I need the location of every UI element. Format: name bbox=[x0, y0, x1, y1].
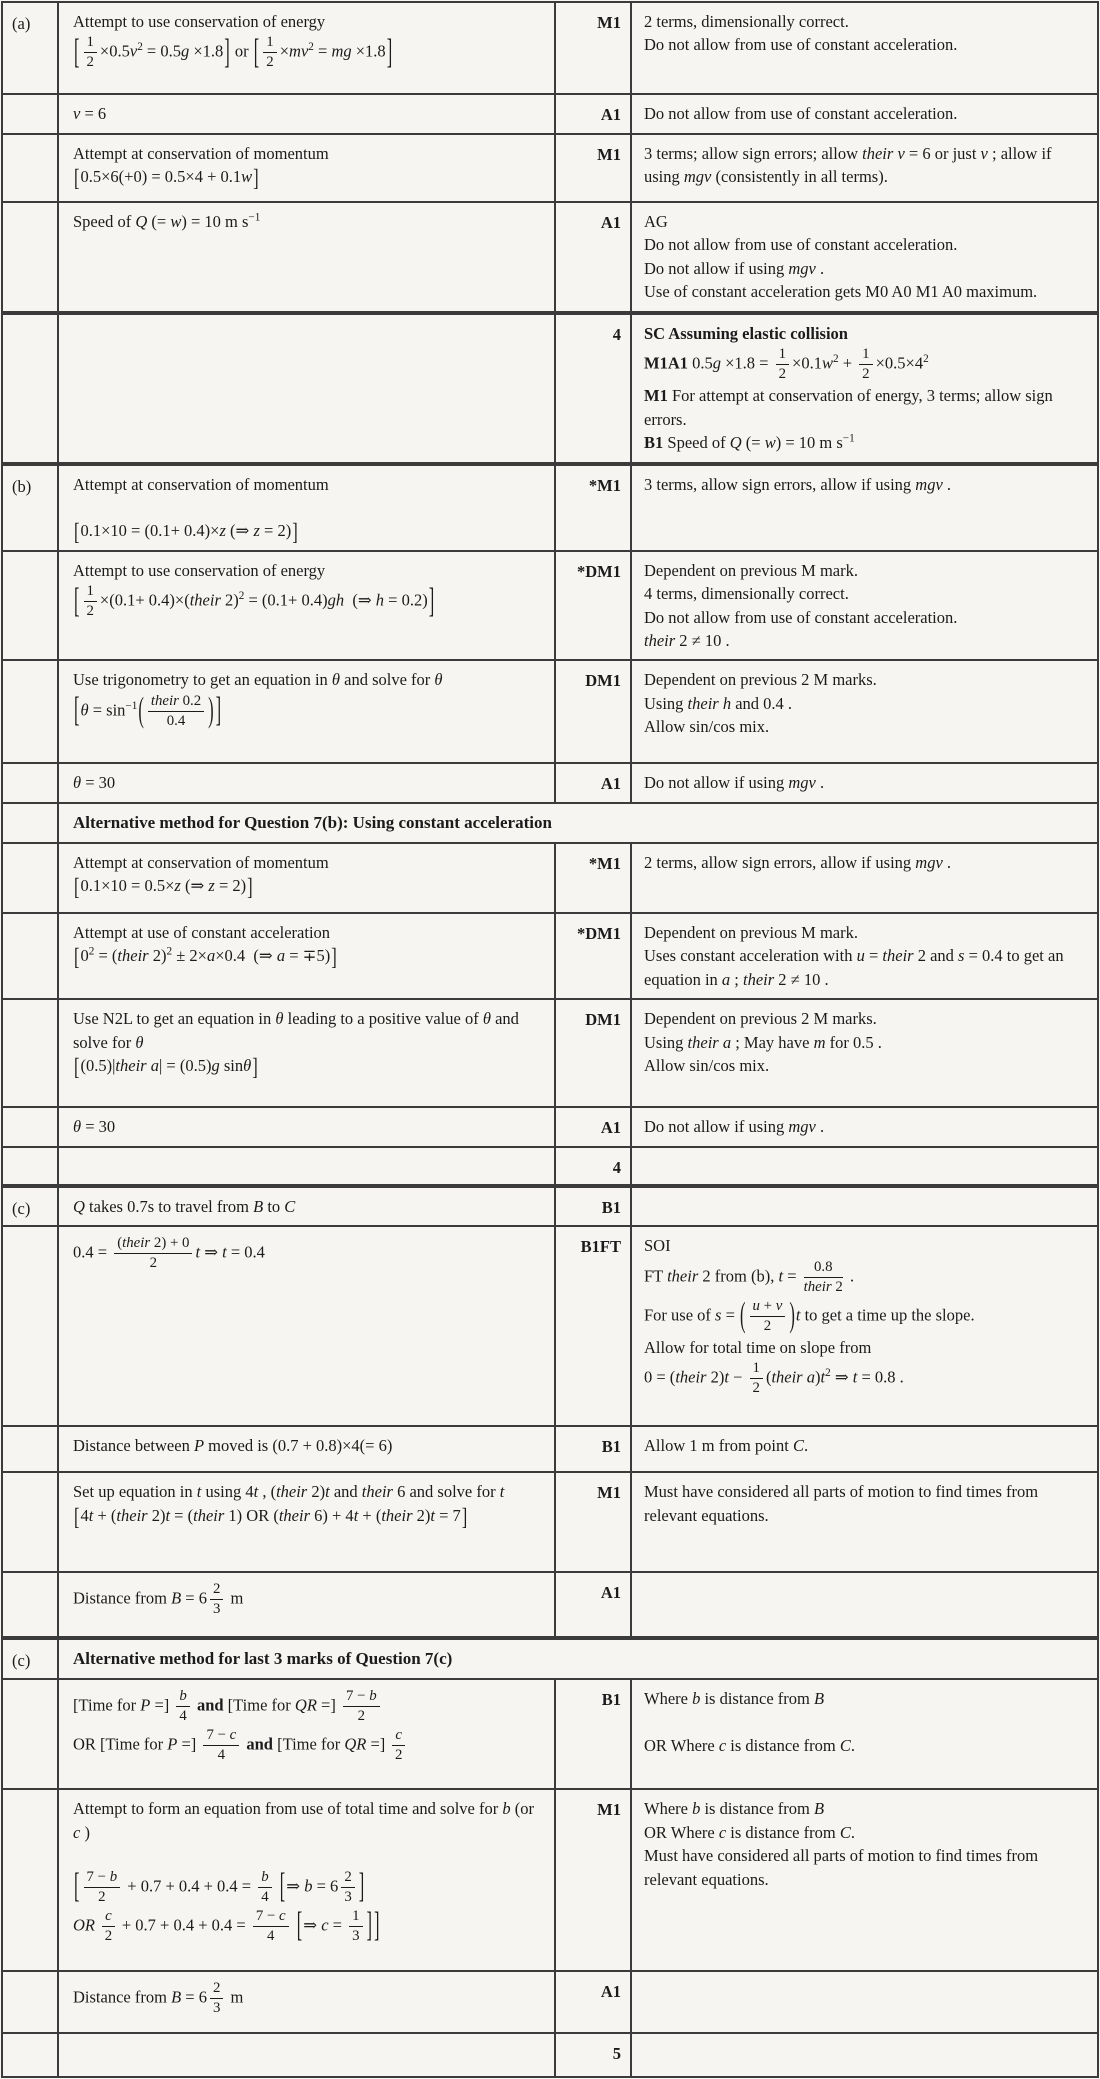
answer-cell: Distance between P moved is (0.7 + 0.8)×4(= 6) bbox=[57, 1427, 556, 1471]
mark-cell: A1 bbox=[600, 774, 621, 794]
answer-cell: Attempt to form an equation from use of total time and solve for b (or c ) [ $\frac{7 - b}{2}$ + 0.7 + 0.4 + 0.4 = $\frac{b}{4}$ [⇒ b = 6 $\frac{2}{3}$ ] OR $\frac{c}{2}$ + 0.7 + 0.4 + 0.4 = $\frac{7 - c}{4}$ [⇒ c = $\frac{1}{3}$ ] ] bbox=[57, 1790, 556, 1970]
mark-scheme-table bbox=[1, 1, 1099, 2078]
part-label bbox=[3, 804, 57, 842]
answer-cell: Use N2L to get an equation in θ leading to a positive value of θ and solve for θ [(0.5)|their a| = (0.5)g sinθ] bbox=[57, 1000, 556, 1106]
table-row bbox=[3, 1148, 1097, 1184]
mark-cell: *M1 bbox=[588, 475, 621, 495]
answer-cell: Attempt to use conservation of energy [ $\frac{1}{2}$ $\times 0.5v^2 = 0.5g \times 1.8$] or [ $\frac{1}{2}$ $\times mv^2$ = mg ×1.8] bbox=[57, 3, 556, 93]
answer-cell: 0.4 = $\frac{\text{(their 2) + 0}}{2}$ t ⇒ t = 0.4 bbox=[57, 1227, 556, 1425]
table-row bbox=[3, 914, 1097, 1000]
header-cell: Alternative method for last 3 marks of Question 7(c) bbox=[57, 1640, 1097, 1678]
mark-cell: A1 bbox=[600, 1583, 621, 1603]
guidance-cell: AG Do not allow from use of constant acceleration. Do not allow if using mgv . Use of constant acceleration gets M0 A0 M1 A0 maximum. bbox=[630, 203, 1097, 311]
table-row bbox=[3, 2034, 1097, 2076]
guidance-cell: 3 terms, allow sign errors, allow if using mgv . bbox=[630, 466, 1097, 550]
mark-cell: A1 bbox=[600, 105, 621, 124]
answer-cell: θ = 30 bbox=[57, 1108, 556, 1145]
answer-cell: Attempt at conservation of momentum [0.1×10 = 0.5×z (⇒ z = 2)] bbox=[57, 844, 556, 912]
part-label bbox=[3, 1680, 57, 1788]
part-label bbox=[3, 844, 57, 912]
answer-cell: Speed of Q (= w) = 10 m $s^{-1}$ bbox=[57, 203, 556, 311]
guidance-cell: Where b is distance from B OR Where c is distance from C. bbox=[630, 1680, 1097, 1788]
mark-cell: B1FT bbox=[580, 1237, 621, 1257]
answer-cell: Distance from B = 6 $\frac{2}{3}$ m bbox=[57, 1972, 556, 2032]
guidance-cell bbox=[630, 1573, 1097, 1636]
part-label bbox=[3, 203, 57, 311]
part-label: (c) bbox=[12, 1651, 31, 1671]
table-row bbox=[3, 1680, 1097, 1790]
answer-cell: θ = 30 bbox=[57, 764, 556, 801]
table-row bbox=[3, 95, 1097, 135]
table-row bbox=[3, 1473, 1097, 1573]
mark-cell: M1 bbox=[597, 145, 621, 164]
mark-cell total: 5 bbox=[612, 2044, 621, 2064]
header-cell: Alternative method for Question 7(b): Using constant acceleration bbox=[57, 804, 1097, 842]
guidance-cell: Do not allow if using mgv . bbox=[630, 1108, 1097, 1145]
part-label bbox=[3, 914, 57, 998]
guidance-cell: Where b is distance from B OR Where c is distance from C. Must have considered all parts of motion to find times from relevant equations. bbox=[630, 1790, 1097, 1970]
guidance-cell: Allow 1 m from point C. bbox=[630, 1427, 1097, 1471]
guidance-cell bbox=[630, 1188, 1097, 1225]
answer-cell: Set up equation in t using 4t , (their 2)t and their 6 and solve for t [4t + (their 2)t = (their 1) OR (their 6) + 4t + (their 2)t = 7] bbox=[57, 1473, 556, 1571]
answer-cell: Attempt at use of constant acceleration [$0^2$ = (their 2)$^2$ ± 2×a×0.4 (⇒ a = ∓5)] bbox=[57, 914, 556, 998]
part-label bbox=[3, 552, 57, 660]
mark-cell: B1 bbox=[601, 1197, 621, 1217]
mark-cell total: 4 bbox=[612, 324, 621, 344]
answer-cell bbox=[57, 1148, 556, 1184]
mark-cell: A1 bbox=[600, 213, 621, 232]
table-row bbox=[3, 203, 1097, 311]
mark-cell: A1 bbox=[600, 1118, 621, 1138]
table-row bbox=[3, 1427, 1097, 1473]
answer-cell: [Time for P =] $\frac{b}{4}$ and [Time for QR =] $\frac{7 - b}{2}$ OR [Time for P =] $\frac{7 - c}{4}$ and [Time for QR =] $\frac{c}{2}$ bbox=[57, 1680, 556, 1788]
table-row bbox=[3, 1573, 1097, 1636]
part-label bbox=[3, 1972, 57, 2032]
guidance-cell bbox=[630, 1148, 1097, 1184]
mark-cell: M1 bbox=[597, 1800, 621, 1820]
table-row bbox=[3, 1000, 1097, 1108]
mark-cell: M1 bbox=[597, 13, 621, 32]
answer-cell bbox=[57, 315, 556, 462]
answer-cell: Attempt at conservation of momentum [0.5×6(+0) = 0.5×4 + 0.1w] bbox=[57, 135, 556, 201]
part-label bbox=[3, 1108, 57, 1145]
guidance-cell: SC Assuming elastic collision M1A1 0.5g ×1.8 = $\frac{1}{2}$ $\times 0.1w^2$ + $\frac{1}{2}$ $\times 0.5\times 4^2$ M1 For attempt at conservation of energy, 3 terms; allow sign errors. B1 Speed of Q (= w) = 10 m $s^{-1}$ bbox=[630, 315, 1097, 462]
mark-cell: B1 bbox=[601, 1437, 621, 1457]
answer-cell: v = 6 bbox=[57, 95, 556, 133]
mark-cell: M1 bbox=[597, 1483, 621, 1503]
part-label bbox=[3, 1148, 57, 1184]
part-label bbox=[3, 2034, 57, 2076]
table-row bbox=[3, 1227, 1097, 1427]
guidance-cell: Do not allow if using mgv . bbox=[630, 764, 1097, 801]
table-row bbox=[3, 135, 1097, 203]
table-row bbox=[3, 1972, 1097, 2034]
alternative-method-header bbox=[3, 804, 1097, 844]
part-label bbox=[3, 315, 57, 462]
alternative-method-header bbox=[3, 1640, 1097, 1680]
part-label bbox=[3, 1000, 57, 1106]
answer-cell bbox=[57, 2034, 556, 2076]
table-row bbox=[3, 661, 1097, 764]
part-label bbox=[3, 1790, 57, 1970]
part-label: (a) bbox=[12, 14, 31, 33]
mark-cell: DM1 bbox=[585, 1010, 621, 1030]
guidance-cell: 2 terms, allow sign errors, allow if using mgv . bbox=[630, 844, 1097, 912]
guidance-cell: Dependent on previous 2 M marks. Using their h and 0.4 . Allow sin/cos mix. bbox=[630, 661, 1097, 762]
part-label bbox=[3, 661, 57, 762]
mark-cell: *DM1 bbox=[577, 561, 621, 581]
table-row bbox=[3, 1790, 1097, 1972]
table-row bbox=[3, 315, 1097, 462]
table-row bbox=[3, 1108, 1097, 1147]
answer-cell: Attempt at conservation of momentum [0.1×10 = (0.1+ 0.4)×z (⇒ z = 2)] bbox=[57, 466, 556, 550]
mark-cell total: 4 bbox=[612, 1157, 621, 1177]
answer-cell: Q takes 0.7s to travel from B to C bbox=[57, 1188, 556, 1225]
table-row bbox=[3, 466, 1097, 552]
part-label bbox=[3, 95, 57, 133]
guidance-cell: SOI FT their 2 from (b), t = $\frac{0.8}{\text{their 2}}$ . For use of s = ( $\frac{u + v}{2}$ )t to get a time up the slope. Allow for total time on slope from 0 = (their 2)t − $\frac{1}{2}$ (their $a)t^2$ ⇒ t = 0.8 . bbox=[630, 1227, 1097, 1425]
table-row bbox=[3, 1188, 1097, 1227]
answer-cell: Use trigonometry to get an equation in θ and solve for θ [$\theta = \sin^{-1}$( $\frac{\text{their 0.2}}{0.4}$ ) ] bbox=[57, 661, 556, 762]
part-label bbox=[3, 1573, 57, 1636]
mark-cell: DM1 bbox=[585, 671, 621, 691]
table-row bbox=[3, 3, 1097, 95]
guidance-cell: Must have considered all parts of motion to find times from relevant equations. bbox=[630, 1473, 1097, 1571]
guidance-cell bbox=[630, 2034, 1097, 2076]
mark-cell: B1 bbox=[601, 1690, 621, 1710]
part-label bbox=[3, 1473, 57, 1571]
guidance-cell: Dependent on previous 2 M marks. Using their a ; May have m for 0.5 . Allow sin/cos mix. bbox=[630, 1000, 1097, 1106]
part-label bbox=[3, 1227, 57, 1425]
part-label bbox=[3, 135, 57, 201]
guidance-cell: 3 terms; allow sign errors; allow their v = 6 or just v ; allow if using mgv (consistently in all terms). bbox=[630, 135, 1097, 201]
answer-cell: Distance from B = 6 $\frac{2}{3}$ m bbox=[57, 1573, 556, 1636]
guidance-cell bbox=[630, 1972, 1097, 2032]
guidance-cell: 2 terms, dimensionally correct. Do not allow from use of constant acceleration. bbox=[630, 3, 1097, 93]
guidance-cell: Dependent on previous M mark. 4 terms, dimensionally correct. Do not allow from use of constant acceleration. their 2 ≠ 10 . bbox=[630, 552, 1097, 660]
table-row bbox=[3, 552, 1097, 662]
mark-cell: A1 bbox=[600, 1982, 621, 2002]
part-label: (b) bbox=[12, 476, 32, 496]
part-label: (c) bbox=[12, 1198, 31, 1218]
part-label bbox=[3, 764, 57, 801]
table-row bbox=[3, 764, 1097, 803]
mark-cell: *M1 bbox=[588, 854, 621, 873]
answer-cell: Attempt to use conservation of energy [ $\frac{1}{2}$ ×(0.1+ 0.4)×(their 2)$^2$ = (0.1+ 0.4)gh (⇒ h = 0.2)] bbox=[57, 552, 556, 660]
mark-cell: *DM1 bbox=[577, 924, 621, 943]
guidance-cell: Dependent on previous M mark. Uses constant acceleration with u = their 2 and s = 0.4 to get an equation in a ; their 2 ≠ 10 . bbox=[630, 914, 1097, 998]
table-row bbox=[3, 844, 1097, 914]
part-label bbox=[3, 1427, 57, 1471]
guidance-cell: Do not allow from use of constant acceleration. bbox=[630, 95, 1097, 133]
